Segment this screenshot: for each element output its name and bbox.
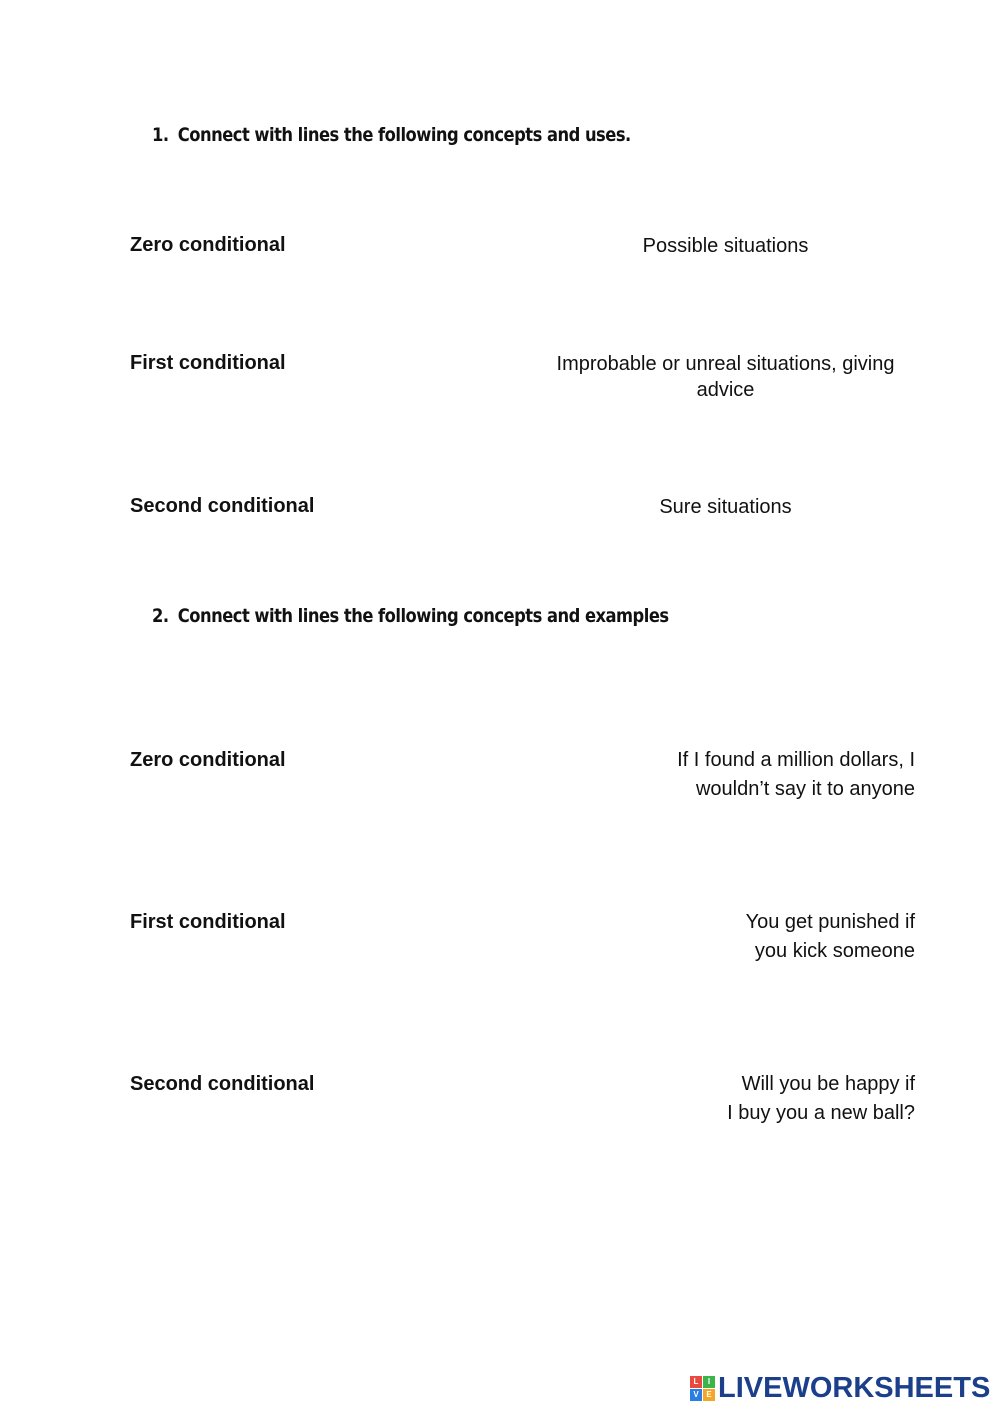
s2-example-punished — [746, 908, 915, 966]
logo-letter-e: E — [703, 1389, 715, 1401]
s2-example-line: You get punished if — [745, 911, 915, 933]
live-logo-icon — [690, 1376, 715, 1401]
s2-example-line: If I found a million dollars, I — [677, 749, 915, 771]
s2-example-line: Will you be happy if — [741, 1073, 915, 1095]
s2-example-new-ball — [727, 1070, 915, 1128]
s1-use-line: Sure situations — [659, 496, 792, 518]
section-2-number: 2. — [152, 605, 169, 627]
s1-use-possible — [540, 233, 911, 259]
s2-example-line: wouldn’t say it to anyone — [695, 778, 915, 800]
s1-use-line: advice — [696, 379, 755, 401]
s2-concept-first: First conditional — [130, 911, 286, 933]
section-2-title: Connect with lines the following concepts and examples — [177, 605, 669, 627]
liveworksheets-logo — [690, 1372, 990, 1404]
s1-use-sure — [540, 494, 911, 520]
s1-use-improbable — [540, 351, 911, 403]
s2-example-line: I buy you a new ball? — [727, 1102, 915, 1124]
section-1-title: Connect with lines the following concepts and uses. — [177, 124, 631, 146]
section-1-number: 1. — [152, 124, 169, 146]
logo-letter-l: L — [690, 1376, 702, 1388]
section-1-heading — [152, 124, 631, 146]
s1-use-line: Improbable or unreal situations, giving — [556, 353, 895, 375]
logo-letter-i: I — [703, 1376, 715, 1388]
section-2-heading — [152, 605, 669, 627]
s1-concept-first: First conditional — [130, 352, 286, 374]
s2-example-line: you kick someone — [754, 940, 915, 962]
logo-letter-v: V — [690, 1389, 702, 1401]
s1-concept-second: Second conditional — [130, 495, 315, 517]
s2-concept-second: Second conditional — [130, 1073, 315, 1095]
logo-text: LIVEWORKSHEETS — [718, 1371, 991, 1404]
s1-concept-zero: Zero conditional — [130, 234, 286, 256]
s2-example-million-dollars — [677, 746, 915, 804]
s1-use-line: Possible situations — [642, 235, 809, 257]
s2-concept-zero: Zero conditional — [130, 749, 286, 771]
